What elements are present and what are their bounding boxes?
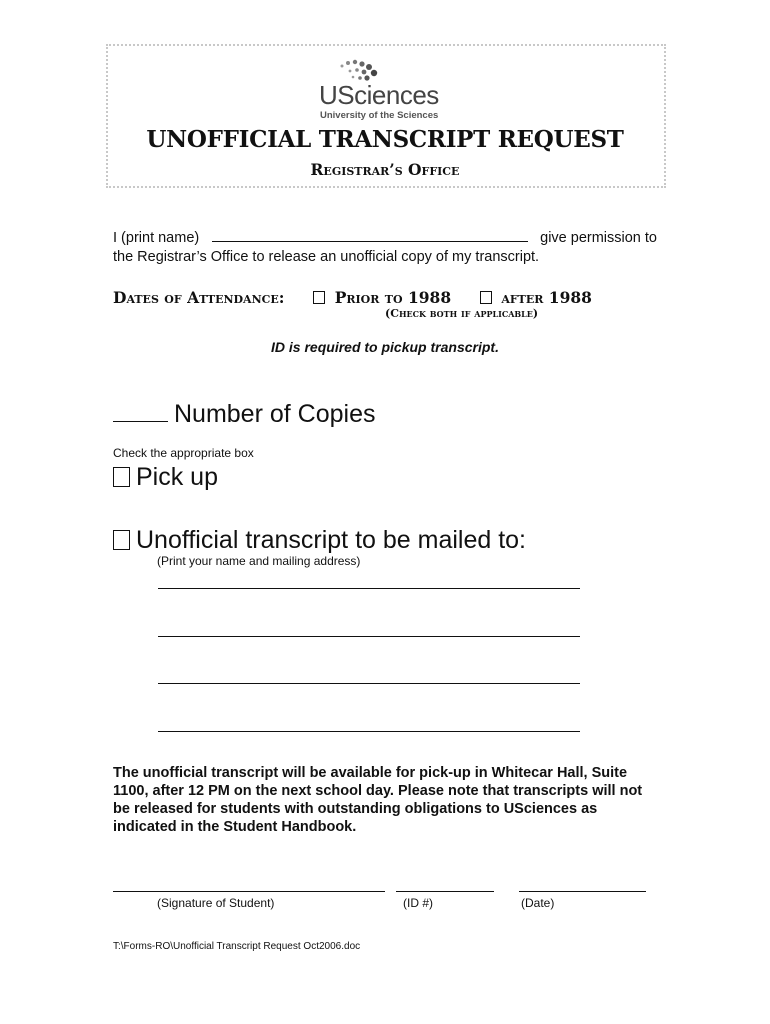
address-line-1[interactable] [158,588,580,589]
logo-wordmark: USciences [319,80,439,110]
copies-field[interactable] [113,421,168,422]
page-title: UNOFFICIAL TRANSCRIPT REQUEST [146,126,624,153]
mail-checkbox[interactable] [113,530,130,550]
pickup-checkbox[interactable] [113,467,130,487]
date-label: (Date) [521,896,555,910]
check-both-note: (Check both if applicable) [385,307,539,320]
number-of-copies [113,400,375,429]
address-line-3[interactable] [158,683,580,684]
dates-of-attendance [113,288,592,307]
copies-label: Number of Copies [174,400,376,428]
permission-paragraph [113,229,657,267]
pickup-label: Pick up [136,463,218,491]
footer-file-path: T:\Forms-RO\Unofficial Transcript Request Oct2006.doc [113,941,361,952]
id-label: (ID #) [403,896,433,910]
date-field[interactable] [519,891,646,892]
signature-label: (Signature of Student) [157,896,275,910]
id-required-note: ID is required to pickup transcript. [271,339,499,355]
pickup-option [113,463,218,492]
check-instruction: Check the appropriate box [113,446,254,460]
prior-1988-label: Prior to 1988 [334,288,452,307]
logo-subtitle: University of the Sciences [320,110,439,121]
page-subtitle: Registrar’s Office [310,160,460,179]
id-field[interactable] [396,891,494,892]
permission-prefix: I (print name) [113,230,200,246]
mail-address-note: (Print your name and mailing address) [157,554,361,568]
mail-option [113,526,526,555]
permission-suffix: give permission to [540,230,657,246]
address-line-2[interactable] [158,636,580,637]
address-line-4[interactable] [158,731,580,732]
mail-label: Unofficial transcript to be mailed to: [136,526,527,554]
pickup-notice: The unofficial transcript will be available for pick-up in Whitecar Hall, Suite 1100, after 12 PM on the next school day. Please note that transcripts will not be released for students with outstanding obligations to USciences as indicated in the Student Handbook. [113,765,643,835]
prior-1988-checkbox[interactable] [313,291,325,304]
permission-line2: the Registrar’s Office to release an unofficial copy of my transcript. [113,249,540,265]
signature-field[interactable] [113,891,385,892]
print-name-field[interactable] [212,229,528,242]
after-1988-label: after 1988 [501,288,592,307]
usciences-logo [300,58,480,124]
dates-label: Dates of Attendance: [113,288,285,307]
after-1988-checkbox[interactable] [480,291,492,304]
